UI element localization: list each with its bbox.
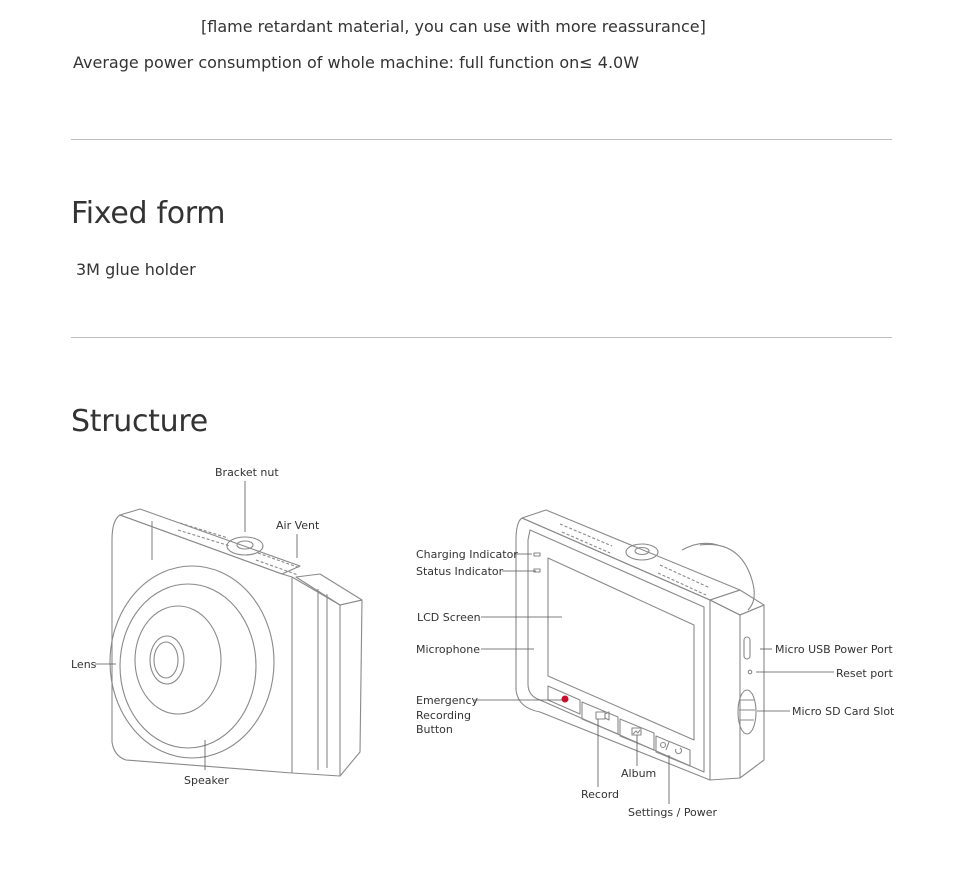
power-consumption: Average power consumption of whole machine: full function on≤ 4.0W xyxy=(73,53,640,72)
callout-record: Record xyxy=(581,788,620,801)
fixed-form-heading: Fixed form xyxy=(71,196,226,231)
callout-air-vent: Air Vent xyxy=(276,519,320,532)
record-dot-icon xyxy=(562,696,569,703)
callout-settings-power: Settings / Power xyxy=(628,806,718,819)
callout-reset-port: Reset port xyxy=(836,667,893,680)
callout-microphone: Microphone xyxy=(416,643,481,656)
callout-emergency-line-1: Emergency xyxy=(416,694,479,707)
callout-lens: Lens xyxy=(71,658,97,671)
material-note: [flame retardant material, you can use with more reassurance] xyxy=(201,17,706,36)
callout-status-indicator: Status Indicator xyxy=(416,565,504,578)
callout-micro-sd-slot: Micro SD Card Slot xyxy=(792,705,895,718)
callout-emergency-line-2: Recording xyxy=(416,708,472,722)
callout-emergency-recording-button xyxy=(416,694,478,738)
dashcam-front-drawing xyxy=(110,509,362,776)
callout-micro-usb-port: Micro USB Power Port xyxy=(775,643,893,656)
callout-album: Album xyxy=(621,767,657,780)
callout-lcd-screen: LCD Screen xyxy=(417,611,481,624)
fixed-form-value: 3M glue holder xyxy=(76,260,196,279)
callout-speaker: Speaker xyxy=(184,774,229,787)
callout-emergency-line-3: Button xyxy=(416,723,453,736)
callout-charging-indicator: Charging Indicator xyxy=(416,548,518,561)
structure-heading: Structure xyxy=(71,404,208,439)
callout-bracket-nut: Bracket nut xyxy=(215,466,279,479)
dashcam-back-drawing xyxy=(516,510,764,780)
